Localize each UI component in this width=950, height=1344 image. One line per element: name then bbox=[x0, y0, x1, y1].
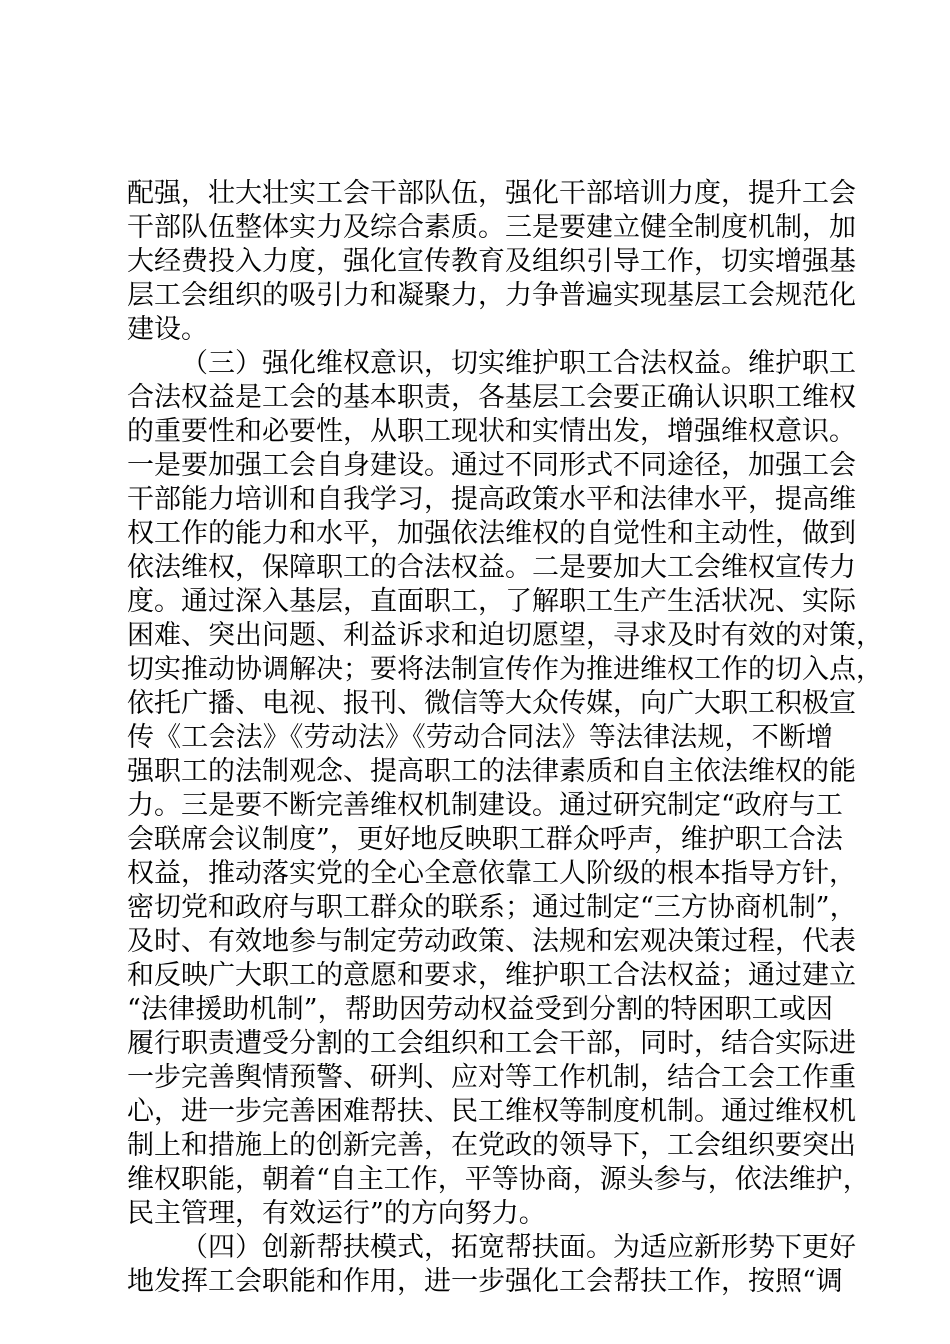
text-line: 民主管理，有效运行”的方向努力。 bbox=[127, 1198, 546, 1229]
text-line: 依法维权，保障职工的合法权益。二是要加大工会维权宣传力 bbox=[127, 552, 856, 583]
text-line: 和反映广大职工的意愿和要求，维护职工合法权益；通过建立 bbox=[127, 960, 856, 991]
text-line: 地发挥工会职能和作用，进一步强化工会帮扶工作，按照“调 bbox=[127, 1266, 843, 1297]
text-line: 权工作的能力和水平，加强依法维权的自觉性和主动性，做到 bbox=[127, 518, 856, 549]
text-line: 切实推动协调解决；要将法制宣传作为推进维权工作的切入点， bbox=[127, 654, 883, 685]
text-line: 建设。 bbox=[127, 314, 208, 345]
text-line: 力。三是要不断完善维权机制建设。通过研究制定“政府与工 bbox=[127, 790, 843, 821]
text-line: 会联席会议制度”，更好地反映职工群众呼声，维护职工合法 bbox=[127, 824, 843, 855]
text-line: 困难、突出问题、利益诉求和迫切愿望，寻求及时有效的对策， bbox=[127, 620, 883, 651]
text-line: 及时、有效地参与制定劳动政策、法规和宏观决策过程，代表 bbox=[127, 926, 856, 957]
paragraph-first-line: （三）强化维权意识，切实维护职工合法权益。维护职工 bbox=[181, 348, 856, 379]
text-line: 合法权益是工会的基本职责，各基层工会要正确认识职工维权 bbox=[127, 382, 856, 413]
text-line: 履行职责遭受分割的工会组织和工会干部，同时，结合实际进 bbox=[127, 1028, 856, 1059]
text-line: 的重要性和必要性，从职工现状和实情出发，增强维权意识。 bbox=[127, 416, 856, 447]
text-line: 依托广播、电视、报刊、微信等大众传媒，向广大职工积极宣 bbox=[127, 688, 856, 719]
text-line: 干部队伍整体实力及综合素质。三是要建立健全制度机制，加 bbox=[127, 212, 856, 243]
text-line: 配强，壮大壮实工会干部队伍，强化干部培训力度，提升工会 bbox=[127, 178, 856, 209]
text-line: 一步完善舆情预警、研判、应对等工作机制，结合工会工作重 bbox=[127, 1062, 856, 1093]
text-line: 心，进一步完善困难帮扶、民工维权等制度机制。通过维权机 bbox=[127, 1096, 856, 1127]
text-line: 传《工会法》《劳动法》《劳动合同法》等法律法规，不断增 bbox=[127, 722, 833, 753]
text-line: 干部能力培训和自我学习，提高政策水平和法律水平，提高维 bbox=[127, 484, 856, 515]
paragraph-first-line: （四）创新帮扶模式，拓宽帮扶面。为适应新形势下更好 bbox=[181, 1232, 856, 1263]
text-line: 密切党和政府与职工群众的联系；通过制定“三方协商机制”， bbox=[127, 892, 857, 923]
text-line: 制上和措施上的创新完善，在党政的领导下，工会组织要突出 bbox=[127, 1130, 856, 1161]
text-line: 层工会组织的吸引力和凝聚力，力争普遍实现基层工会规范化 bbox=[127, 280, 856, 311]
text-line: 强职工的法制观念、提高职工的法律素质和自主依法维权的能 bbox=[127, 756, 856, 787]
text-line: 维权职能，朝着“自主工作，平等协商，源头参与，依法维护， bbox=[127, 1164, 870, 1195]
text-line: “法律援助机制”，帮助因劳动权益受到分割的特困职工或因 bbox=[127, 994, 833, 1025]
text-line: 大经费投入力度，强化宣传教育及组织引导工作，切实增强基 bbox=[127, 246, 856, 277]
text-line: 度。通过深入基层，直面职工，了解职工生产生活状况、实际 bbox=[127, 586, 856, 617]
text-line: 权益，推动落实党的全心全意依靠工人阶级的根本指导方针， bbox=[127, 858, 856, 889]
text-line: 一是要加强工会自身建设。通过不同形式不同途径，加强工会 bbox=[127, 450, 856, 481]
